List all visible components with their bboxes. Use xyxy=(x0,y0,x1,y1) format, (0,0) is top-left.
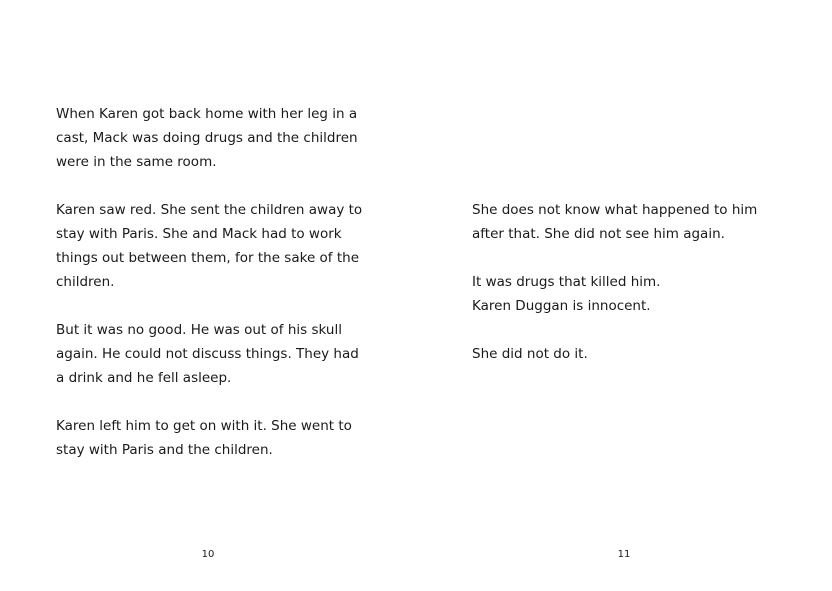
text-line: children. xyxy=(56,274,115,290)
text-line: stay with Paris and the children. xyxy=(56,442,273,458)
text-line: things out between them, for the sake of the xyxy=(56,250,360,266)
page-number: 11 xyxy=(617,549,631,560)
left-page-body xyxy=(56,102,376,486)
text-line: But it was no good. He was out of his skull xyxy=(56,322,342,338)
paragraph xyxy=(56,102,376,174)
right-page-body xyxy=(472,198,792,390)
text-line: Karen saw red. She sent the children away to xyxy=(56,202,363,218)
paragraph xyxy=(56,198,376,294)
paragraph xyxy=(472,270,792,318)
text-line: a drink and he fell asleep. xyxy=(56,370,232,386)
paragraph xyxy=(56,318,376,390)
text-line: It was drugs that killed him. xyxy=(472,274,661,290)
text-line: When Karen got back home with her leg in a xyxy=(56,106,358,122)
text-line: stay with Paris. She and Mack had to work xyxy=(56,226,342,242)
page-number: 10 xyxy=(201,549,215,560)
paragraph xyxy=(472,342,792,366)
right-page xyxy=(416,0,832,591)
text-line: were in the same room. xyxy=(56,154,217,170)
text-line: after that. She did not see him again. xyxy=(472,226,725,242)
text-line: again. He could not discuss things. They had xyxy=(56,346,359,362)
text-line: Karen left him to get on with it. She went to xyxy=(56,418,352,434)
text-line: She does not know what happened to him xyxy=(472,202,758,218)
paragraph xyxy=(472,198,792,246)
paragraph xyxy=(56,414,376,462)
text-line: cast, Mack was doing drugs and the children xyxy=(56,130,358,146)
text-line: Karen Duggan is innocent. xyxy=(472,298,651,314)
text-line: She did not do it. xyxy=(472,346,588,362)
